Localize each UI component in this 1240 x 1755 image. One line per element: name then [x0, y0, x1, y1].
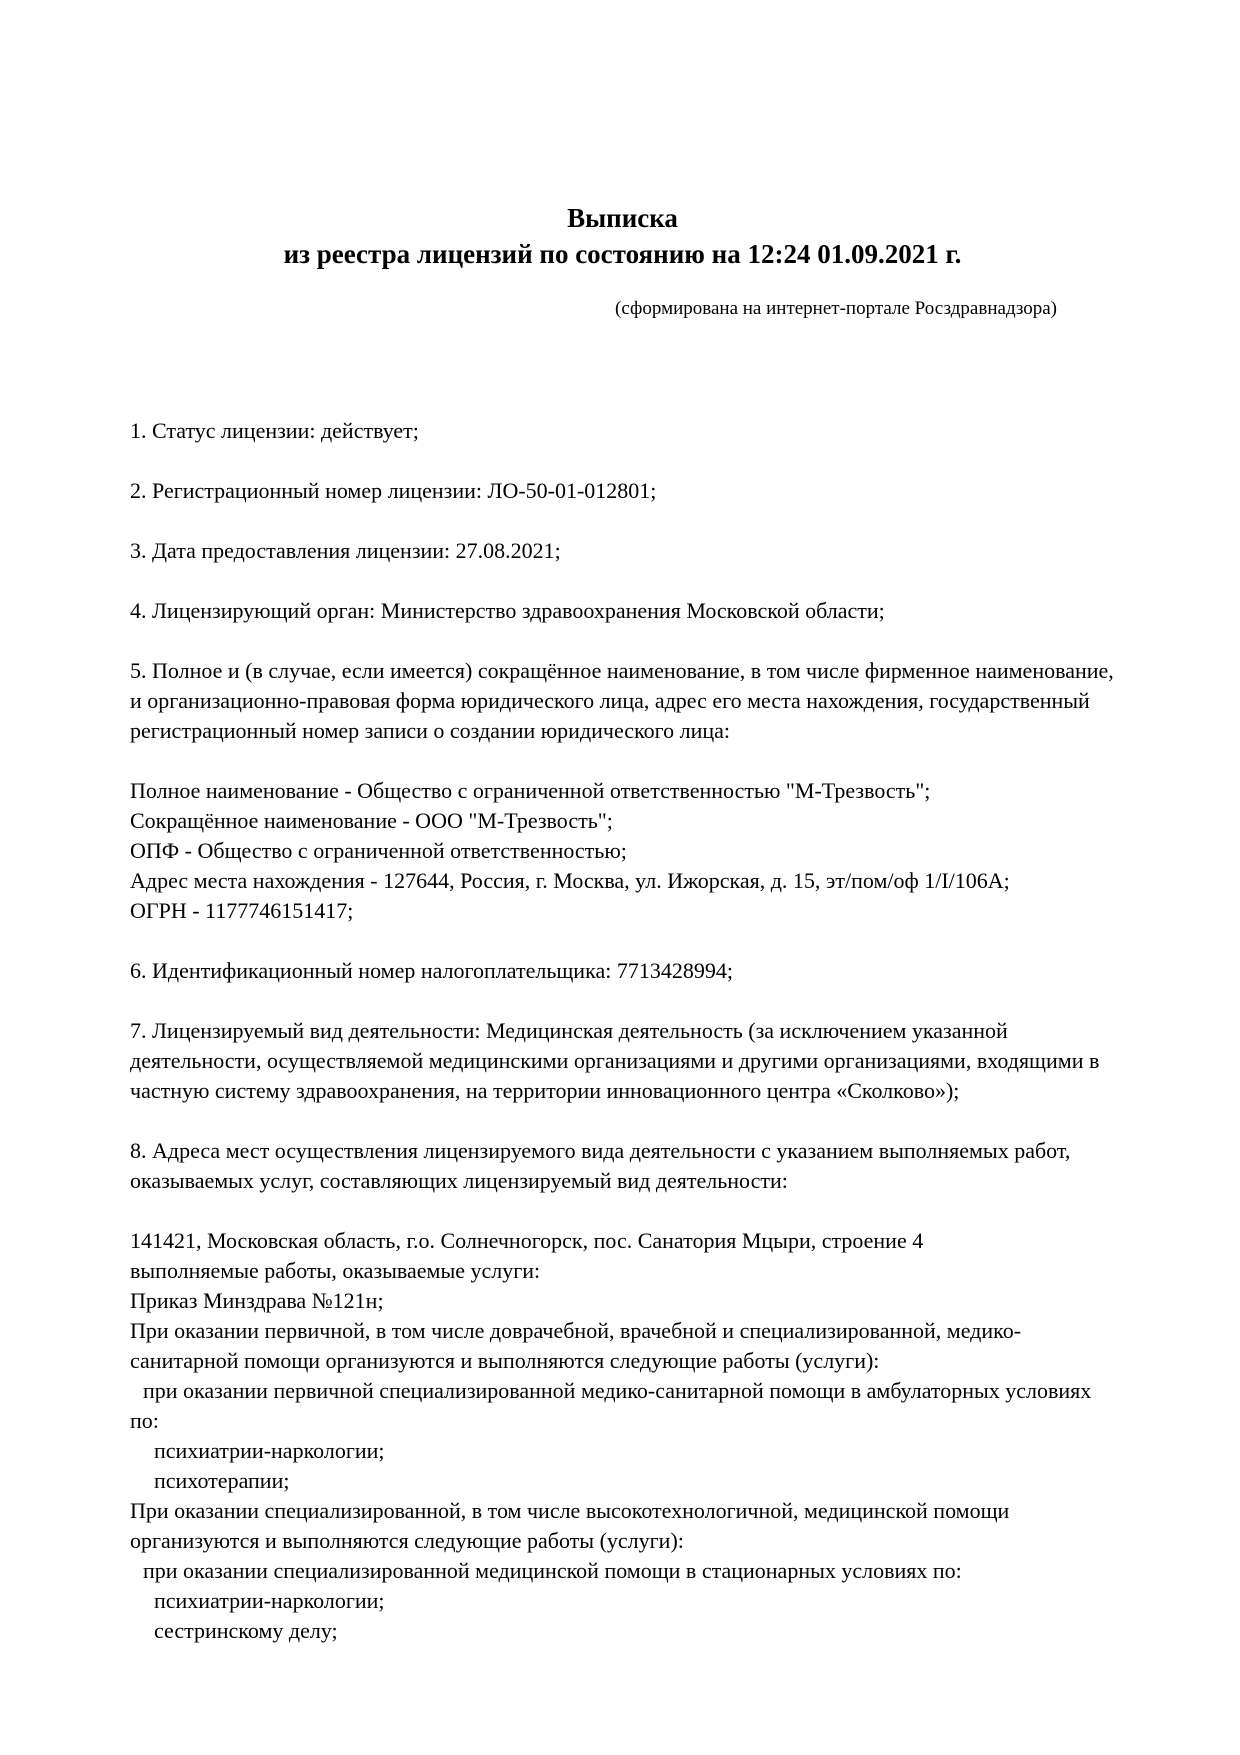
document-title-line1: Выписка: [567, 203, 678, 233]
org-full-name: Полное наименование - Общество с ограниченной ответственностью "М-Трезвость";: [130, 778, 931, 803]
service-item: психотерапии;: [154, 1468, 290, 1493]
license-status: 1. Статус лицензии: действует;: [130, 418, 419, 443]
document-subtitle: (сформирована на интернет-портале Росздравнадзора): [615, 298, 1057, 319]
service-item: психиатрии-наркологии;: [154, 1588, 385, 1613]
service-item: сестринскому делу;: [154, 1618, 338, 1643]
document-title: [130, 200, 1115, 272]
license-grant-date: 3. Дата предоставления лицензии: 27.08.2021;: [130, 538, 561, 563]
licensed-activity: 7. Лицензируемый вид деятельности: Медицинская деятельность (за исключением указанной деятельности, осуществляемой медицинскими организациями и другими организациями, входящими в частную систему здравоохранения, на территории инновационного центра «Сколково»);: [130, 1018, 1100, 1103]
org-name-section-heading: 5. Полное и (в случае, если имеется) сокращённое наименование, в том числе фирменное наименование, и организационно-правовая форма юридического лица, адрес его места нахождения, государственный регистрационный номер записи о создании юридического лица:: [130, 658, 1114, 743]
taxpayer-inn: 6. Идентификационный номер налогоплательщика: 7713428994;: [130, 958, 733, 983]
org-details-block: [130, 776, 1115, 926]
specialized-inpatient-intro: при оказании специализированной медицинской помощи в стационарных условиях по:: [143, 1558, 962, 1583]
org-short-name: Сокращённое наименование - ООО "М-Трезвость";: [130, 808, 613, 833]
activity-addresses-heading: 8. Адреса мест осуществления лицензируемого вида деятельности с указанием выполняемых работ, оказываемых услуг, составляющих лицензируемый вид деятельности:: [130, 1138, 1071, 1193]
document-body: [130, 416, 1115, 1646]
primary-care-intro: При оказании первичной, в том числе доврачебной, врачебной и специализированной, медико-санитарной помощи организуются и выполняются следующие работы (услуги):: [130, 1318, 1022, 1373]
site-address: 141421, Московская область, г.о. Солнечногорск, пос. Санатория Мцыри, строение 4: [130, 1228, 924, 1253]
specialized-care-intro: При оказании специализированной, в том числе высокотехнологичной, медицинской помощи организуются и выполняются следующие работы (услуги):: [130, 1498, 1010, 1553]
org-legal-form: ОПФ - Общество с ограниченной ответственностью;: [130, 838, 627, 863]
ministry-order: Приказ Минздрава №121н;: [130, 1288, 384, 1313]
org-address: Адрес места нахождения - 127644, Россия, г. Москва, ул. Ижорская, д. 15, эт/пом/оф 1/I/106А;: [130, 868, 1010, 893]
primary-outpatient-intro: при оказании первичной специализированной медико-санитарной помощи в амбулаторных условиях по:: [130, 1378, 1092, 1433]
service-item: психиатрии-наркологии;: [154, 1438, 385, 1463]
licensing-authority: 4. Лицензирующий орган: Министерство здравоохранения Московской области;: [130, 598, 885, 623]
license-reg-number: 2. Регистрационный номер лицензии: ЛО-50-01-012801;: [130, 478, 657, 503]
works-services-label: выполняемые работы, оказываемые услуги:: [130, 1258, 541, 1283]
org-ogrn: ОГРН - 1177746151417;: [130, 898, 354, 923]
activity-site-block: [130, 1226, 1115, 1646]
document-title-line2: из реестра лицензий по состоянию на 12:24 01.09.2021 г.: [283, 239, 962, 269]
